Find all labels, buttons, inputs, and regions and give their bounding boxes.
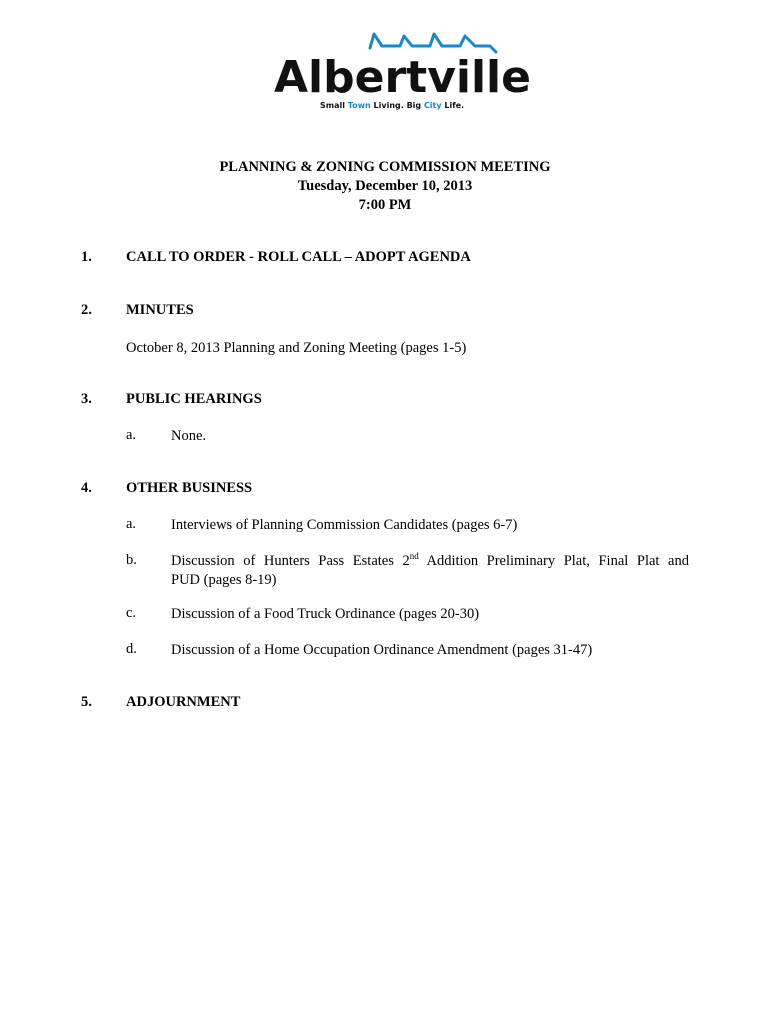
meeting-time: 7:00 PM <box>358 197 412 213</box>
sub-letter: d. <box>126 641 137 657</box>
item-title: ADJOURNMENT <box>126 694 241 710</box>
item-title: MINUTES <box>126 302 194 318</box>
sub-text: Discussion of a Home Occupation Ordinance Amendment (pages 31-47) <box>171 642 593 658</box>
sub-letter: a. <box>126 516 137 532</box>
item-number: 2. <box>81 302 92 318</box>
item-title: PUBLIC HEARINGS <box>126 391 262 407</box>
sub-letter: b. <box>126 552 137 568</box>
sub-letter: c. <box>126 605 137 621</box>
sub-letter: a. <box>126 427 137 443</box>
sub-text: Interviews of Planning Commission Candidates (pages 6-7) <box>171 517 518 533</box>
sub-text: Discussion of a Food Truck Ordinance (pages 20-30) <box>171 606 480 622</box>
sub-text-multiline: Discussion of Hunters Pass Estates 2nd Addition Preliminary Plat, Final Plat and PUD (pages 8-19) <box>171 551 689 588</box>
sub-text: None. <box>171 428 207 444</box>
meeting-date: Tuesday, December 10, 2013 <box>297 178 473 194</box>
item-title: CALL TO ORDER - ROLL CALL – ADOPT AGENDA <box>126 249 471 265</box>
meeting-header <box>0 158 770 215</box>
item-number: 4. <box>81 480 92 496</box>
rooftops-icon <box>370 34 496 52</box>
meeting-title: PLANNING & ZONING COMMISSION MEETING <box>219 159 551 175</box>
minutes-text: October 8, 2013 Planning and Zoning Meeting (pages 1-5) <box>126 340 467 356</box>
item-number: 1. <box>81 249 92 265</box>
item-number: 3. <box>81 391 92 407</box>
logo-tagline: Small Town Living. Big City Life. <box>320 101 465 110</box>
item-number: 5. <box>81 694 92 710</box>
logo-wordmark: Albertville <box>274 52 531 103</box>
albertville-logo <box>270 26 531 116</box>
item-title: OTHER BUSINESS <box>126 480 253 496</box>
